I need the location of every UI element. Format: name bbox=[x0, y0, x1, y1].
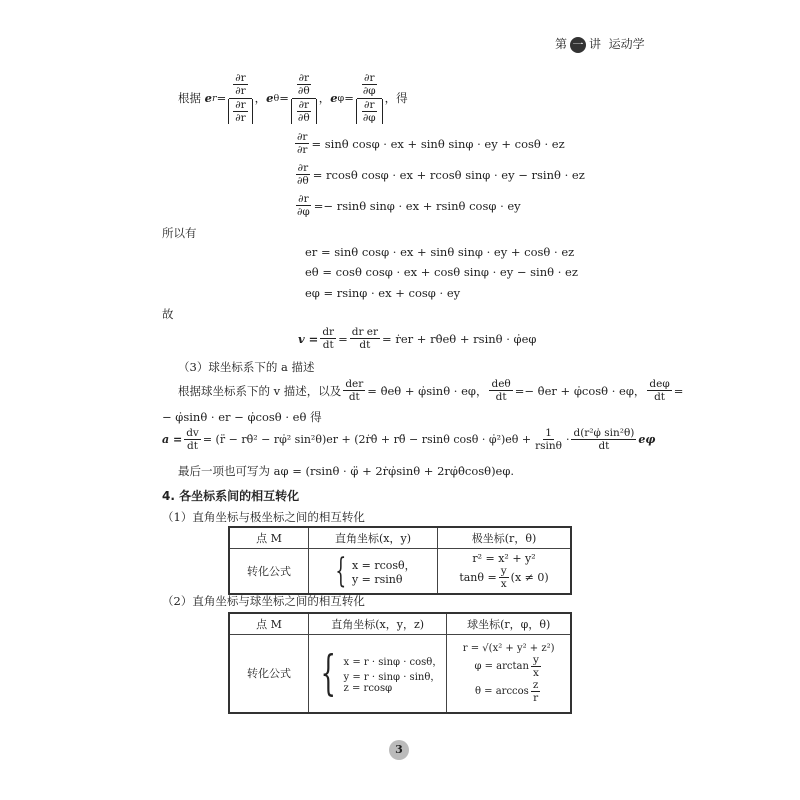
formula: (x ≠ 0) bbox=[510, 571, 549, 584]
den: dt bbox=[187, 440, 198, 453]
er-expression: er = sinθ cosφ · ex + sinθ sinφ · ey + cosθ · ez bbox=[305, 245, 575, 259]
lecture-number-badge: 一 bbox=[570, 37, 586, 53]
section-heading-4: 4. 各坐标系间的相互转化 bbox=[162, 489, 300, 503]
text: =− θ̇er + φ̇cosθ · eφ， bbox=[514, 383, 646, 398]
partial-r-rhs: = sinθ cosφ · ex + sinθ sinφ · ey + cosθ · ez bbox=[311, 136, 565, 151]
formula: y = rsinθ bbox=[351, 572, 403, 586]
formula: tanθ = bbox=[459, 571, 497, 584]
header-title: 运动学 bbox=[608, 37, 645, 51]
num: der bbox=[345, 378, 364, 390]
den: dt bbox=[359, 339, 371, 352]
subheading-3: （3）球坐标系下的 a 描述 bbox=[178, 360, 315, 374]
row-label: 转化公式 bbox=[229, 635, 309, 713]
etheta-expression: eθ = cosθ cosφ · ex + cosθ sinφ · ey − sinθ · ez bbox=[305, 265, 578, 279]
sub: φ bbox=[337, 92, 345, 104]
running-header bbox=[555, 35, 645, 53]
partial-phi-eq bbox=[293, 193, 521, 218]
den: x bbox=[500, 578, 507, 590]
equals: = bbox=[216, 91, 227, 105]
unit-vector-definition bbox=[178, 70, 408, 126]
equals: = bbox=[344, 91, 354, 105]
th: 球坐标(r，φ，θ) bbox=[447, 613, 571, 635]
formula: r = √(x² + y² + z²) bbox=[462, 642, 555, 654]
fraction-er bbox=[228, 72, 252, 123]
sub-r: r bbox=[211, 92, 217, 104]
text: 根据球坐标系下的 v 描述，以及 bbox=[178, 383, 342, 398]
v-lhs: v = bbox=[298, 331, 319, 346]
num: deφ bbox=[649, 378, 670, 390]
num: dv bbox=[186, 427, 199, 439]
num: ∂r bbox=[298, 98, 310, 111]
den: x bbox=[532, 666, 539, 679]
num: ∂r bbox=[297, 162, 309, 174]
equals: = bbox=[338, 331, 348, 346]
paragraph-line-2: − φ̇sinθ · er − φ̇cosθ · eθ 得 bbox=[162, 410, 322, 424]
den: dt bbox=[598, 440, 610, 453]
formula: y = r · sinφ · sinθ， bbox=[343, 671, 441, 683]
e-r: e bbox=[204, 91, 212, 105]
v-rhs: = ṙer + rθ̇eθ + rsinθ · φ̇eφ bbox=[382, 331, 537, 346]
acceleration-equation bbox=[162, 427, 655, 452]
partial-theta-eq bbox=[293, 162, 585, 187]
num: dr er bbox=[351, 326, 379, 338]
num: d(r²φ̇ sin²θ) bbox=[573, 427, 635, 439]
e-phi: e bbox=[330, 91, 338, 105]
th: 点 M bbox=[229, 613, 309, 635]
num: dr bbox=[322, 326, 335, 338]
table-polar: 点 M 直角坐标(x，y) 极坐标(r，θ) 转化公式 { x = rcosθ， y = rsinθ r² = x² + y² tanθ = $\frac{y}{x}$ (x ≠ 0) bbox=[228, 526, 572, 595]
num: ∂r bbox=[364, 72, 375, 85]
num: z bbox=[532, 678, 539, 691]
num: 1 bbox=[545, 427, 552, 439]
a-lhs: a = bbox=[162, 433, 183, 447]
fraction-etheta bbox=[291, 72, 317, 123]
formula: θ = arccos bbox=[474, 685, 529, 697]
row-label: 转化公式 bbox=[229, 549, 309, 595]
formula: r² = x² + y² bbox=[472, 551, 536, 565]
den: dt bbox=[322, 339, 334, 352]
sep: ， bbox=[318, 91, 331, 105]
num: ∂r bbox=[298, 72, 310, 85]
e-phi: eφ bbox=[638, 433, 656, 447]
partial-phi-rhs: =− rsinθ sinφ · ex + rsinθ cosφ · ey bbox=[313, 198, 521, 213]
text-genju: 根据 bbox=[178, 91, 201, 105]
formula: x = rcosθ， bbox=[351, 558, 416, 572]
den: ∂r bbox=[235, 85, 246, 98]
dot: · bbox=[565, 433, 570, 447]
sep: ， bbox=[254, 91, 267, 105]
den: dt bbox=[654, 391, 666, 404]
fraction-ephi bbox=[356, 72, 383, 123]
sub: θ bbox=[273, 92, 280, 104]
paragraph-line-1 bbox=[178, 378, 683, 403]
header-lecture-prefix: 第 bbox=[555, 37, 568, 51]
num: deθ bbox=[491, 378, 511, 390]
text-de: ，得 bbox=[384, 91, 408, 105]
formula: z = rcosφ bbox=[343, 682, 393, 694]
th: 极坐标(r，θ) bbox=[438, 527, 572, 549]
page-number: 3 bbox=[389, 740, 409, 760]
num: ∂r bbox=[298, 193, 309, 205]
num: y bbox=[500, 564, 507, 577]
den: dt bbox=[348, 391, 360, 404]
num: ∂r bbox=[235, 98, 246, 111]
den: ∂θ bbox=[297, 111, 310, 124]
num: y bbox=[532, 653, 539, 666]
text-gu: 故 bbox=[162, 307, 174, 321]
ephi-expression: eφ = rsinφ · ex + cosφ · ey bbox=[305, 286, 461, 300]
den: dt bbox=[495, 391, 507, 404]
den: ∂φ bbox=[362, 85, 376, 98]
den: ∂θ bbox=[297, 85, 310, 98]
e-theta: e bbox=[266, 91, 274, 105]
den: ∂r bbox=[297, 144, 308, 157]
den: rsinθ bbox=[535, 440, 562, 453]
equals: = bbox=[673, 383, 684, 398]
header-lecture-suffix: 讲 bbox=[589, 37, 602, 51]
partial-r-eq bbox=[293, 131, 565, 156]
text-suoyiyou: 所以有 bbox=[162, 226, 197, 240]
a-middle: = (r̈ − rθ̇² − rφ̇² sin²θ)er + (2ṙθ̇ + rθ̈ − rsinθ cosθ · φ̇²)eθ + bbox=[202, 433, 532, 447]
last-term-note: 最后一项也可写为 aφ = (rsinθ · φ̈ + 2ṙφ̇sinθ + 2rφ̇θ̇cosθ)eφ. bbox=[178, 464, 515, 478]
equals: = bbox=[279, 91, 289, 105]
th: 直角坐标(x，y) bbox=[309, 527, 438, 549]
num: ∂r bbox=[235, 72, 246, 85]
formula: φ = arctan bbox=[474, 660, 529, 672]
velocity-equation bbox=[298, 326, 536, 351]
den: ∂r bbox=[235, 111, 246, 124]
den: ∂φ bbox=[297, 206, 310, 219]
text: = θ̇eθ + φ̇sinθ · eφ， bbox=[367, 383, 488, 398]
den: ∂θ bbox=[297, 175, 309, 188]
th: 点 M bbox=[229, 527, 309, 549]
den: r bbox=[533, 691, 539, 704]
num: ∂r bbox=[364, 98, 375, 111]
den: ∂φ bbox=[362, 111, 376, 124]
table-spherical: 点 M 直角坐标(x，y，z) 球坐标(r，φ，θ) 转化公式 { x = r · sinφ · cosθ， y = r · sinφ · sinθ， z = rcosφ r = √(x² + y² + z²) φ = arctan $\frac{y}{x}$ θ = arccos $\frac{z}{r}$ bbox=[228, 612, 572, 714]
formula: x = r · sinφ · cosθ， bbox=[343, 656, 443, 668]
num: ∂r bbox=[297, 131, 308, 143]
subheading-2: （2）直角坐标与球坐标之间的相互转化 bbox=[162, 594, 365, 608]
partial-theta-rhs: = rcosθ cosφ · ex + rcosθ sinφ · ey − rsinθ · ez bbox=[312, 167, 585, 182]
th: 直角坐标(x，y，z) bbox=[309, 613, 447, 635]
subheading-1: （1）直角坐标与极坐标之间的相互转化 bbox=[162, 510, 365, 524]
